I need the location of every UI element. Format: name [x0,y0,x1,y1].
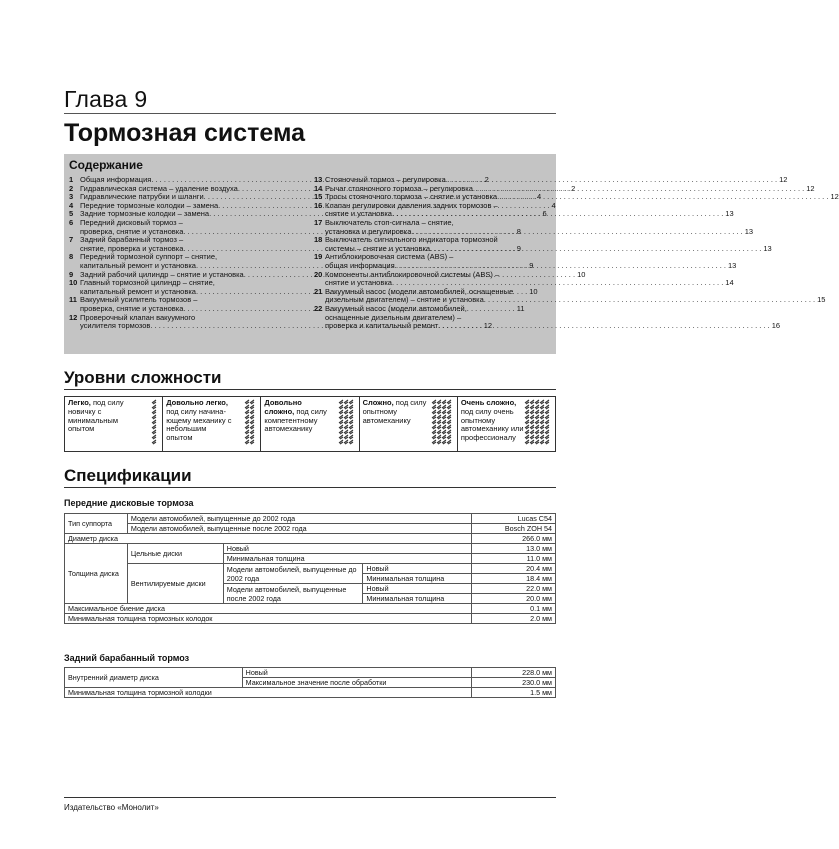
toc-page: 13 [725,209,734,219]
vented-discs-label: Вентилируемые диски [127,564,223,604]
chapter-title: Тормозная система [64,119,306,147]
toc-number: 5 [69,209,74,219]
toc-number: 6 [69,217,74,227]
toc-text: Компоненты антиблокировочной системы (ABS) – [325,269,500,279]
toc-number: 17 [314,217,323,227]
table-row [65,544,556,554]
toc-text: Вакуумный насос (модели автомобилей, оснащенные [325,286,514,296]
toc-number: 13 [314,175,323,184]
toc-text: Стояночный тормоз – регулировка [325,175,446,184]
toc-text: Передние тормозные колодки – замена [80,200,219,210]
toc-number: 18 [314,235,323,245]
front-brakes-title: Передние дисковые тормоза [64,498,194,508]
toc-text: проверка, снятие и установка [80,226,184,236]
toc-text: Антиблокировочная система (ABS) – [325,252,454,262]
solid-min-label: Минимальная толщина [223,554,471,564]
top-rule [64,113,556,114]
pad-min-value: 2.0 мм [472,614,556,624]
toc-text: Задний барабанный тормоз – [80,235,184,245]
toc-text: проверка и капитальный ремонт [325,321,439,331]
vented-after-label: Модели автомобилей, выпущенные после 2002 года [223,584,363,604]
table-row [65,514,556,524]
rear-new-label: Новый [242,668,472,678]
toc-page: 16 [771,321,781,331]
toc-page: 12 [483,321,493,331]
chapter-label: Глава 9 [64,86,148,112]
vented-after-new-label: Новый [363,584,472,594]
table-row [65,688,556,698]
toc-number: 7 [69,235,74,245]
difficulty-level [458,397,555,451]
toc-item [314,252,737,270]
pad-min-label: Минимальная толщина тормозных колодок [65,614,472,624]
toc-page: 4 [537,192,542,202]
toc-text: Передний тормозной суппорт – снятие, [80,252,218,262]
toc-text: снятие и установка [325,209,392,219]
toc-number: 9 [69,269,74,279]
toc-text: Выключатель стоп-сигнала – снятие, [325,217,454,227]
toc-page: 4 [551,200,556,210]
toc-page: 14 [725,278,734,288]
toc-text: Вакуумный усилитель тормозов – [80,295,198,305]
solid-new-value: 13.0 мм [472,544,556,554]
level-description: под силу компетентному автомеханику [264,406,327,434]
level-description: под силу начина- ющему механику с небольшим опытом [166,406,232,443]
toc-number: 3 [69,192,74,202]
rear-new-value: 228.0 мм [472,668,556,678]
solid-discs-label: Цельные диски [127,544,223,564]
toc-item [314,200,734,219]
vented-before-label: Модели автомобилей, выпущенные до 2002 года [223,564,363,584]
toc-number: 15 [314,192,323,202]
toc-number: 2 [69,183,74,193]
table-row [65,524,556,534]
toc-page: 10 [529,286,538,296]
toc-page: 11 [516,303,525,313]
difficulty-level [65,397,163,451]
level-description: под силу новичку с минимальным опытом [68,398,124,434]
runout-label: Максимальное биение диска [65,604,472,614]
solid-min-value: 11.0 мм [472,554,556,564]
level-name: Довольно легко, [166,398,228,407]
toc-page: 6 [542,209,547,219]
toc-text: системы – снятие и установка [325,243,431,253]
level-name: Довольно сложно, [264,398,302,416]
toc-text: Выключатель сигнального индикатора тормозной [325,235,498,245]
toc-page: 13 [763,243,772,253]
toc-number: 11 [69,295,77,305]
toc-text: Тросы стояночного тормоза – снятие и установка [325,192,498,202]
toc-number: 1 [69,175,74,184]
toc-text: Проверочный клапан вакуумного [80,312,196,322]
toc-item [314,286,826,305]
toc-text: Задний рабочий цилиндр – снятие и установка [80,269,244,279]
toc-page: 10 [577,269,586,279]
toc-text: Гидравлическая система – удаление воздуха [80,183,238,193]
level-name: Легко, [68,398,91,407]
grease-stain-icon [151,400,158,444]
toc-page: 15 [817,295,826,305]
toc-number: 8 [69,252,74,262]
toc-item [314,217,754,236]
caliper-before-value: Lucas C54 [472,514,556,524]
toc-text: общая информация [325,260,395,270]
caliper-before-label: Модели автомобилей, выпущенные до 2002 года [127,514,471,524]
table-row [65,534,556,544]
toc-number: 16 [314,200,323,210]
toc-item [314,303,781,331]
vented-before-min-label: Минимальная толщина [363,574,472,584]
toc-text: проверка, снятие и установка [80,303,184,313]
toc-text: дизельным двигателем) – снятие и установка [325,295,484,305]
toc-text: снятие, проверка и установка [80,243,184,253]
toc-page: 13 [728,260,737,270]
table-row [65,564,556,574]
toc-page: 2 [571,183,576,193]
table-row [65,604,556,614]
inner-diameter-label: Внутренний диаметр диска [65,668,243,688]
table-row [65,668,556,678]
toc-text: капитальный ремонт и установка [80,260,196,270]
toc-text: установка и регулировка [325,226,412,236]
vented-after-min-label: Минимальная толщина [363,594,472,604]
caliper-after-label: Модели автомобилей, выпущенные после 2002 года [127,524,471,534]
vented-after-new-value: 22.0 мм [472,584,556,594]
level-description: под силу опытному автомеханику [362,398,427,425]
toc-number: 4 [69,200,74,210]
caliper-type-label: Тип суппорта [65,514,128,534]
rear-max-label: Максимальное значение после обработки [242,678,472,688]
level-name: Сложно, [362,398,394,407]
difficulty-levels [64,396,556,452]
toc-page: 12 [779,175,788,184]
toc-text: снятие и установка [325,278,392,288]
toc-number: 12 [69,312,78,322]
toc-number: 19 [314,252,323,262]
rear-brake-title: Задний барабанный тормоз [64,653,190,663]
solid-new-label: Новый [223,544,471,554]
grease-stain-icon [524,400,551,444]
contents-box [64,154,839,354]
vented-before-new-value: 20.4 мм [472,564,556,574]
levels-rule [64,389,556,390]
toc-page: 12 [830,192,839,202]
shoe-min-label: Минимальная толщина тормозной колодки [65,688,472,698]
shoe-min-value: 1.5 мм [472,688,556,698]
contents-heading: Содержание [69,158,143,172]
vented-after-min-value: 20.0 мм [472,594,556,604]
toc-number: 10 [69,278,78,288]
grease-stain-icon [338,400,355,444]
toc-page: 8 [516,226,521,236]
toc-number: 20 [314,269,323,279]
toc-text: Задние тормозные колодки – замена [80,209,210,219]
rear-brake-table [64,667,556,698]
caliper-after-value: Bosch ZOH 54 [472,524,556,534]
table-row [65,614,556,624]
vented-before-min-value: 18.4 мм [472,574,556,584]
toc-text: Вакуумный насос (модели автомобилей, [325,303,467,313]
level-name: Очень сложно, [460,398,517,407]
grease-stain-icon [244,400,256,444]
toc-text: Главный тормозной цилиндр – снятие, [80,278,215,288]
toc-number: 14 [314,183,323,193]
toc-page: 12 [806,183,815,193]
levels-title: Уровни сложности [64,368,222,387]
rear-max-value: 230.0 мм [472,678,556,688]
toc-page: 9 [516,243,521,253]
toc-text: Передний дисковый тормоз – [80,217,183,227]
vented-before-new-label: Новый [363,564,472,574]
toc-text: Общая информация [80,175,152,184]
toc-page: 13 [744,226,754,236]
publisher-footer: Издательство «Монолит» [64,803,159,812]
disc-diameter-label: Диаметр диска [65,534,472,544]
toc-text: Гидравлические патрубки и шланги [80,192,204,202]
level-description: под силу очень опытному автомеханику или профессионалу [460,406,524,443]
toc-number: 21 [314,286,323,296]
specs-rule [64,487,556,488]
difficulty-level [360,397,458,451]
toc-text: Клапан регулировки давления задних тормозов – [325,200,498,210]
toc-text: капитальный ремонт и установка [80,286,196,296]
disc-thickness-label: Толщина диска [65,544,128,604]
grease-stain-icon [431,400,453,444]
toc-item [314,235,772,253]
toc-number: 22 [314,303,323,313]
toc-text: оснащенные дизельным двигателем) – [325,312,462,322]
disc-diameter-value: 266.0 мм [472,534,556,544]
toc-text: усилителя тормозов [80,321,151,331]
difficulty-level [261,397,359,451]
toc-text: Рычаг стояночного тормоза – регулировка [325,183,473,193]
toc-page: 9 [529,260,534,270]
footer-rule [64,797,556,798]
front-brakes-table [64,513,556,624]
runout-value: 0.1 мм [472,604,556,614]
toc-page: 2 [484,175,489,184]
difficulty-level [163,397,261,451]
specs-title: Спецификации [64,466,192,485]
